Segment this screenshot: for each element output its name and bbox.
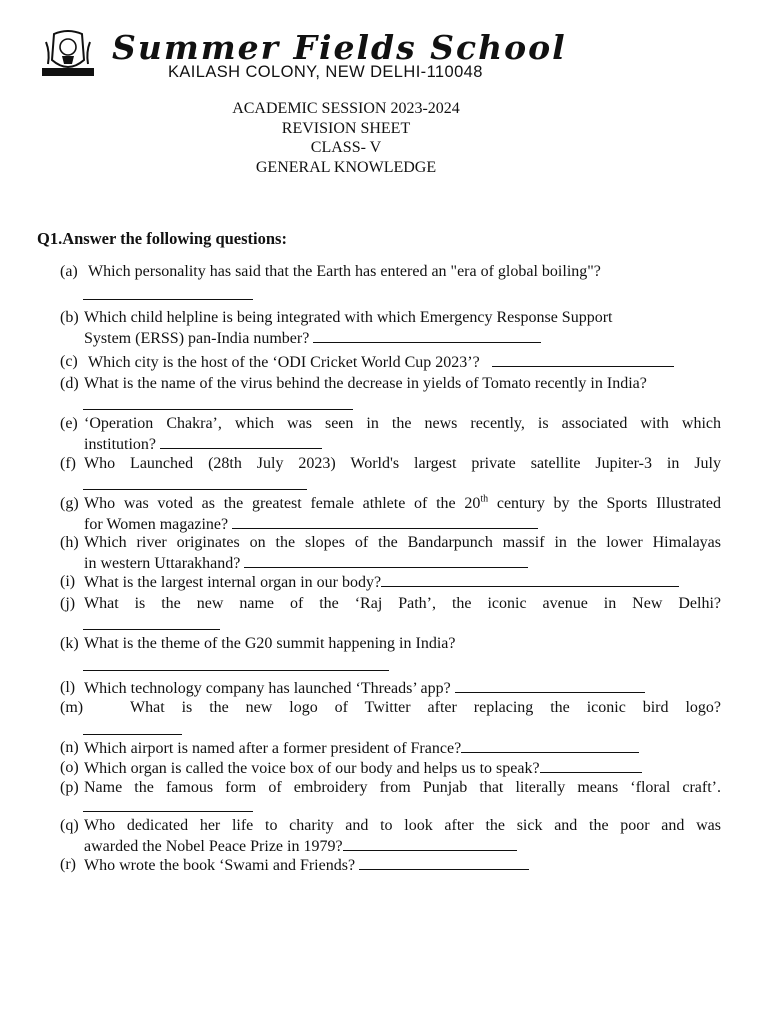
document-headings [0, 99, 692, 177]
answer-blank[interactable] [160, 434, 322, 449]
section-title: Q1.Answer the following questions: [37, 229, 287, 248]
question-text: Which organ is called the voice box of our body and helps us to speak? [84, 760, 540, 777]
question-label: (b) [60, 309, 79, 326]
question-q [60, 816, 721, 857]
letterhead [38, 28, 718, 80]
question-text: Who was voted as the greatest female athlete of the 20 [84, 495, 481, 512]
question-a [60, 262, 721, 282]
question-label: (g) [60, 495, 79, 512]
answer-blank[interactable] [343, 836, 517, 851]
question-text: What is the largest internal organ in our body? [84, 574, 382, 591]
question-j [60, 594, 721, 614]
question-text: institution? [84, 436, 156, 453]
superscript: th [480, 493, 489, 505]
answer-blank[interactable] [455, 678, 645, 693]
question-text: Which city is the host of the ‘ODI Cricket World Cup 2023’? [88, 354, 480, 371]
question-text: awarded the Nobel Peace Prize in 1979? [84, 838, 343, 855]
question-label: (o) [60, 759, 79, 776]
question-label: (n) [60, 739, 79, 756]
question-label: (q) [60, 817, 79, 834]
question-c [60, 352, 721, 373]
school-crest-icon [40, 30, 96, 80]
answer-blank[interactable] [232, 514, 538, 529]
question-label: (f) [60, 455, 76, 472]
answer-blank[interactable] [359, 855, 529, 870]
question-text: century by the Sports Illustrated [488, 495, 721, 512]
question-p [60, 778, 721, 798]
question-text: Name the famous form of embroidery from Punjab that literally means ‘floral craft’. [84, 779, 721, 796]
question-text: Which airport is named after a former president of France? [84, 740, 462, 757]
academic-session: ACADEMIC SESSION 2023-2024 [232, 100, 460, 117]
answer-blank[interactable] [83, 811, 253, 812]
question-text: Which technology company has launched ‘Threads’ app? [84, 680, 451, 697]
question-label: (j) [60, 595, 76, 612]
answer-blank[interactable] [83, 299, 253, 300]
answer-blank[interactable] [540, 758, 642, 773]
school-name: Summer Fields School [112, 28, 567, 67]
question-text: Who Launched (28th July 2023) World's largest private satellite Jupiter-3 in July [84, 455, 721, 472]
question-label: (l) [60, 679, 76, 696]
question-text: Who dedicated her life to charity and to look after the sick and the poor and was [84, 817, 721, 834]
question-text: What is the new name of the ‘Raj Path’, the iconic avenue in New Delhi? [84, 595, 721, 612]
question-i [60, 572, 721, 593]
question-o [60, 758, 721, 779]
question-text: What is the name of the virus behind the decrease in yields of Tomato recently in India? [84, 375, 647, 392]
question-r [60, 855, 721, 876]
school-address: KAILASH COLONY, NEW DELHI-110048 [168, 63, 483, 81]
answer-blank[interactable] [244, 553, 528, 568]
answer-blank[interactable] [461, 738, 639, 753]
answer-blank[interactable] [83, 629, 220, 630]
question-label: (k) [60, 635, 79, 652]
answer-blank[interactable] [381, 572, 679, 587]
question-label: (d) [60, 375, 79, 392]
subject-title: GENERAL KNOWLEDGE [255, 158, 437, 176]
answer-blank[interactable] [492, 352, 674, 367]
question-b [60, 308, 721, 349]
answer-blank[interactable] [83, 734, 182, 735]
question-text: What is the theme of the G20 summit happening in India? [84, 635, 456, 652]
question-g [60, 494, 721, 535]
question-label: (p) [60, 779, 79, 796]
answer-blank[interactable] [83, 409, 353, 410]
question-text: for Women magazine? [84, 516, 229, 533]
question-text: System (ERSS) pan-India number? [84, 330, 310, 347]
question-label: (r) [60, 856, 76, 873]
question-l [60, 678, 721, 699]
question-d [60, 374, 721, 394]
question-text: Which child helpline is being integrated with which Emergency Response Support [84, 309, 613, 326]
question-f [60, 454, 721, 474]
class-label: CLASS- V [310, 139, 382, 156]
revision-sheet-title: REVISION SHEET [281, 119, 411, 137]
answer-blank[interactable] [83, 489, 307, 490]
answer-blank[interactable] [83, 670, 389, 671]
question-k [60, 634, 721, 654]
question-label: (h) [60, 534, 79, 551]
question-e [60, 414, 721, 455]
question-label: (m) [60, 699, 84, 716]
question-h [60, 533, 721, 574]
answer-blank[interactable] [313, 328, 541, 343]
question-label: (a) [60, 263, 78, 280]
question-label: (i) [60, 573, 76, 590]
question-n [60, 738, 721, 759]
question-text: ‘Operation Chakra’, which was seen in the news recently, is associated with which [84, 415, 721, 432]
question-label: (c) [60, 353, 78, 370]
question-text: Which river originates on the slopes of the Bandarpunch massif in the lower Himalayas [84, 534, 721, 551]
question-text: Which personality has said that the Earth has entered an "era of global boiling"? [88, 263, 601, 280]
question-text: What is the new logo of Twitter after replacing the iconic bird logo? [130, 699, 721, 716]
question-text: Who wrote the book ‘Swami and Friends? [84, 857, 356, 874]
question-text: in western Uttarakhand? [84, 555, 241, 572]
question-m [60, 698, 721, 718]
question-label: (e) [60, 415, 78, 432]
